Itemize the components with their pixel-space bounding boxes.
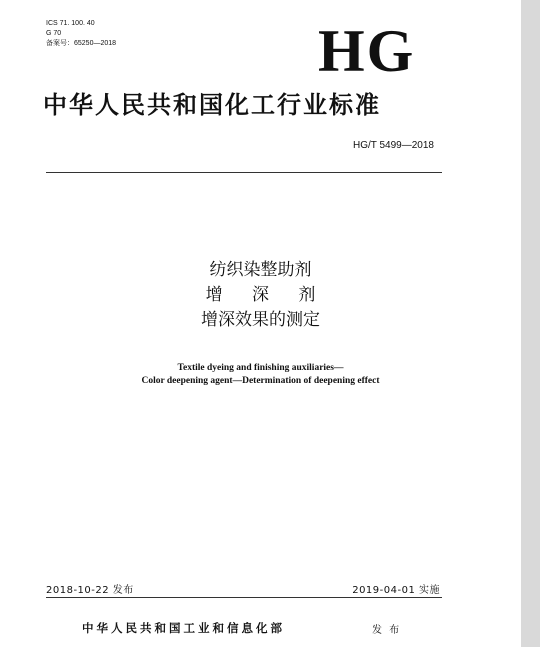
english-title-line-1: Textile dyeing and finishing auxiliaries— — [177, 363, 344, 373]
issue-date: 2018-10-22 发布 — [46, 585, 134, 596]
publisher-name: 中华人民共和国工业和信息化部 — [82, 621, 285, 635]
header-divider — [46, 172, 442, 173]
metadata-block — [46, 19, 116, 49]
english-title — [0, 362, 521, 388]
standard-title: 中华人民共和国化工行业标准 — [43, 91, 381, 119]
footer-divider — [46, 597, 442, 598]
standard-number: HG/T 5499—2018 — [353, 140, 434, 151]
chinese-title-line-1: 纺织染整助剂 — [209, 260, 312, 280]
chinese-title-line-3: 增深效果的测定 — [201, 310, 320, 330]
chinese-title-line-2: 增 深 剂 — [205, 285, 328, 305]
english-title-line-2: Color deepening agent—Determination of deepening effect — [141, 376, 380, 386]
hg-logo: HG — [318, 18, 416, 84]
ics-code: ICS 71. 100. 40 — [46, 20, 95, 27]
publisher-suffix: 发 布 — [372, 625, 402, 636]
chinese-title — [0, 258, 521, 333]
implementation-date: 2019-04-01 实施 — [352, 585, 440, 596]
record-number: 备案号：65250—2018 — [46, 40, 117, 47]
page-edge — [521, 0, 540, 647]
classification-code: G 70 — [46, 30, 62, 37]
